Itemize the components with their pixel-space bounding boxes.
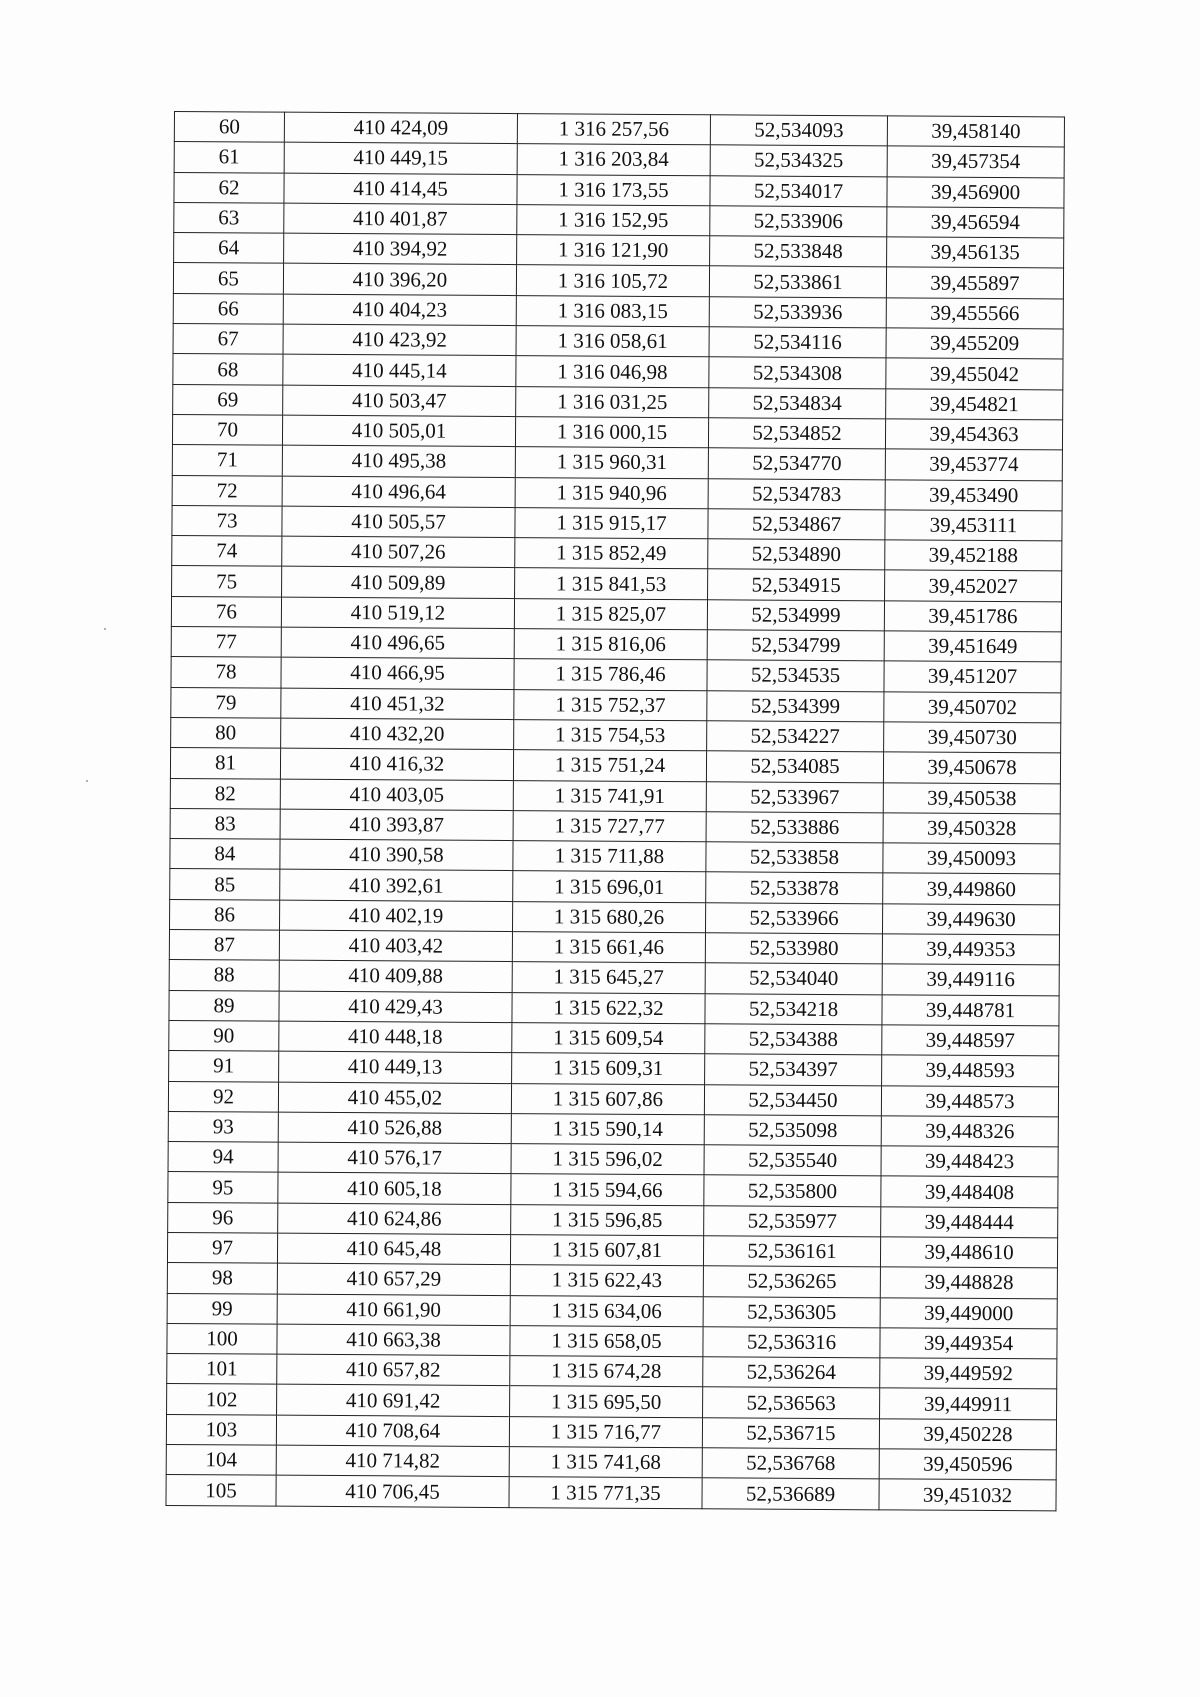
longitude-cell: 39,458140 [887,116,1064,147]
point-number-cell: 72 [172,475,282,506]
x-coordinate-cell: 410 496,65 [281,627,514,659]
latitude-cell: 52,536715 [702,1418,879,1449]
latitude-cell: 52,534093 [710,115,887,146]
x-coordinate-cell: 410 416,32 [280,748,513,780]
point-number-cell: 103 [166,1414,276,1445]
point-number-cell: 62 [174,172,284,203]
x-coordinate-cell: 410 448,18 [279,1021,512,1053]
x-coordinate-cell: 410 392,61 [280,870,513,902]
y-coordinate-cell: 1 315 607,81 [510,1235,703,1266]
point-number-cell: 101 [167,1354,277,1385]
longitude-cell: 39,456135 [887,237,1064,268]
y-coordinate-cell: 1 315 940,96 [515,477,708,508]
latitude-cell: 52,533906 [710,206,887,237]
longitude-cell: 39,453111 [885,510,1062,541]
x-coordinate-cell: 410 509,89 [282,567,515,599]
point-number-cell: 79 [171,687,281,718]
latitude-cell: 52,536689 [702,1478,879,1509]
longitude-cell: 39,449354 [880,1328,1057,1359]
y-coordinate-cell: 1 315 622,43 [510,1265,703,1296]
y-coordinate-cell: 1 316 121,90 [517,235,710,266]
longitude-cell: 39,455042 [886,358,1063,389]
point-number-cell: 91 [169,1051,279,1082]
point-number-cell: 94 [168,1142,278,1173]
x-coordinate-cell: 410 455,02 [278,1082,511,1114]
longitude-cell: 39,449353 [882,934,1059,965]
point-number-cell: 74 [172,536,282,567]
y-coordinate-cell: 1 315 816,06 [514,629,707,660]
longitude-cell: 39,451032 [879,1479,1056,1510]
x-coordinate-cell: 410 414,45 [284,173,517,205]
latitude-cell: 52,535098 [704,1115,881,1146]
y-coordinate-cell: 1 315 661,46 [512,932,705,963]
point-number-cell: 64 [174,233,284,264]
y-coordinate-cell: 1 315 751,24 [513,750,706,781]
y-coordinate-cell: 1 315 674,28 [510,1356,703,1387]
latitude-cell: 52,533966 [705,902,882,933]
y-coordinate-cell: 1 315 594,66 [511,1174,704,1205]
longitude-cell: 39,454363 [885,419,1062,450]
point-number-cell: 105 [166,1475,276,1506]
latitude-cell: 52,534399 [707,690,884,721]
longitude-cell: 39,448593 [882,1055,1059,1086]
x-coordinate-cell: 410 423,92 [283,324,516,356]
longitude-cell: 39,448597 [882,1025,1059,1056]
x-coordinate-cell: 410 449,15 [284,142,517,174]
y-coordinate-cell: 1 316 083,15 [516,295,709,326]
x-coordinate-cell: 410 519,12 [281,597,514,629]
coordinates-table [165,111,1065,1511]
y-coordinate-cell: 1 316 152,95 [517,204,710,235]
y-coordinate-cell: 1 315 634,06 [510,1295,703,1326]
x-coordinate-cell: 410 661,90 [277,1294,510,1326]
y-coordinate-cell: 1 315 609,31 [512,1053,705,1084]
point-number-cell: 84 [170,839,280,870]
longitude-cell: 39,451207 [884,661,1061,692]
point-number-cell: 100 [167,1323,277,1354]
latitude-cell: 52,533886 [706,812,883,843]
longitude-cell: 39,450730 [884,722,1061,753]
x-coordinate-cell: 410 495,38 [282,445,515,477]
x-coordinate-cell: 410 576,17 [278,1142,511,1174]
y-coordinate-cell: 1 315 786,46 [514,659,707,690]
latitude-cell: 52,534397 [705,1054,882,1085]
latitude-cell: 52,534834 [709,387,886,418]
latitude-cell: 52,534040 [705,963,882,994]
point-number-cell: 96 [168,1202,278,1233]
y-coordinate-cell: 1 315 754,53 [514,720,707,751]
scan-speck [104,628,106,630]
y-coordinate-cell: 1 315 645,27 [512,962,705,993]
point-number-cell: 92 [168,1081,278,1112]
longitude-cell: 39,453490 [885,479,1062,510]
longitude-cell: 39,448781 [882,994,1059,1025]
latitude-cell: 52,534116 [709,327,886,358]
point-number-cell: 61 [174,142,284,173]
point-number-cell: 73 [172,505,282,536]
y-coordinate-cell: 1 315 852,49 [515,538,708,569]
x-coordinate-cell: 410 404,23 [283,294,516,326]
x-coordinate-cell: 410 505,57 [282,506,515,538]
longitude-cell: 39,452188 [885,540,1062,571]
latitude-cell: 52,534227 [707,721,884,752]
y-coordinate-cell: 1 316 000,15 [515,417,708,448]
longitude-cell: 39,452027 [885,570,1062,601]
longitude-cell: 39,449592 [880,1358,1057,1389]
point-number-cell: 76 [171,596,281,627]
y-coordinate-cell: 1 316 058,61 [516,326,709,357]
point-number-cell: 88 [169,960,279,991]
longitude-cell: 39,450538 [883,782,1060,813]
y-coordinate-cell: 1 315 680,26 [512,901,705,932]
longitude-cell: 39,448326 [881,1116,1058,1147]
longitude-cell: 39,456900 [887,176,1064,207]
latitude-cell: 52,536265 [703,1266,880,1297]
latitude-cell: 52,533861 [709,266,886,297]
x-coordinate-cell: 410 403,42 [279,930,512,962]
x-coordinate-cell: 410 401,87 [284,203,517,235]
coordinates-table-body [166,112,1064,1511]
x-coordinate-cell: 410 393,87 [280,809,513,841]
x-coordinate-cell: 410 424,09 [284,112,517,144]
point-number-cell: 60 [174,112,284,143]
y-coordinate-cell: 1 315 596,02 [511,1144,704,1175]
point-number-cell: 87 [169,930,279,961]
x-coordinate-cell: 410 714,82 [276,1445,509,1477]
x-coordinate-cell: 410 624,86 [278,1203,511,1235]
longitude-cell: 39,449000 [880,1297,1057,1328]
point-number-cell: 99 [167,1293,277,1324]
x-coordinate-cell: 410 402,19 [279,900,512,932]
y-coordinate-cell: 1 315 741,91 [513,780,706,811]
point-number-cell: 104 [166,1445,276,1476]
point-number-cell: 70 [172,414,282,445]
latitude-cell: 52,536305 [703,1296,880,1327]
longitude-cell: 39,450328 [883,813,1060,844]
x-coordinate-cell: 410 657,82 [277,1354,510,1386]
longitude-cell: 39,449116 [882,964,1059,995]
y-coordinate-cell: 1 315 607,86 [511,1083,704,1114]
latitude-cell: 52,535977 [704,1205,881,1236]
x-coordinate-cell: 410 526,88 [278,1112,511,1144]
x-coordinate-cell: 410 706,45 [276,1476,509,1508]
longitude-cell: 39,448423 [881,1146,1058,1177]
point-number-cell: 97 [167,1232,277,1263]
latitude-cell: 52,534852 [708,418,885,449]
longitude-cell: 39,448444 [881,1207,1058,1238]
y-coordinate-cell: 1 315 727,77 [513,810,706,841]
y-coordinate-cell: 1 316 203,84 [517,144,710,175]
y-coordinate-cell: 1 315 825,07 [514,598,707,629]
latitude-cell: 52,534535 [707,660,884,691]
longitude-cell: 39,453774 [885,449,1062,480]
y-coordinate-cell: 1 315 711,88 [513,841,706,872]
x-coordinate-cell: 410 657,29 [277,1263,510,1295]
point-number-cell: 82 [170,778,280,809]
longitude-cell: 39,450228 [879,1419,1056,1450]
latitude-cell: 52,534218 [705,993,882,1024]
longitude-cell: 39,448610 [880,1237,1057,1268]
point-number-cell: 93 [168,1111,278,1142]
y-coordinate-cell: 1 316 105,72 [516,265,709,296]
x-coordinate-cell: 410 505,01 [282,415,515,447]
y-coordinate-cell: 1 315 771,35 [509,1477,702,1508]
y-coordinate-cell: 1 315 841,53 [515,568,708,599]
x-coordinate-cell: 410 451,32 [281,688,514,720]
point-number-cell: 81 [170,748,280,779]
point-number-cell: 102 [167,1384,277,1415]
latitude-cell: 52,536264 [703,1357,880,1388]
latitude-cell: 52,534890 [708,539,885,570]
latitude-cell: 52,536161 [703,1236,880,1267]
x-coordinate-cell: 410 390,58 [280,839,513,871]
latitude-cell: 52,534999 [707,600,884,631]
y-coordinate-cell: 1 315 695,50 [510,1386,703,1417]
x-coordinate-cell: 410 429,43 [279,991,512,1023]
x-coordinate-cell: 410 432,20 [281,718,514,750]
x-coordinate-cell: 410 496,64 [282,476,515,508]
y-coordinate-cell: 1 315 596,85 [511,1204,704,1235]
point-number-cell: 65 [173,263,283,294]
longitude-cell: 39,450702 [884,691,1061,722]
x-coordinate-cell: 410 449,13 [279,1051,512,1083]
x-coordinate-cell: 410 605,18 [278,1173,511,1205]
longitude-cell: 39,449860 [883,873,1060,904]
y-coordinate-cell: 1 315 915,17 [515,507,708,538]
y-coordinate-cell: 1 315 752,37 [514,689,707,720]
latitude-cell: 52,534450 [704,1084,881,1115]
longitude-cell: 39,451786 [884,601,1061,632]
latitude-cell: 52,534017 [710,175,887,206]
longitude-cell: 39,450093 [883,843,1060,874]
y-coordinate-cell: 1 315 741,68 [509,1447,702,1478]
latitude-cell: 52,535800 [704,1175,881,1206]
point-number-cell: 63 [174,202,284,233]
x-coordinate-cell: 410 396,20 [283,264,516,296]
point-number-cell: 71 [172,445,282,476]
longitude-cell: 39,448573 [881,1085,1058,1116]
longitude-cell: 39,454821 [886,389,1063,420]
latitude-cell: 52,534308 [709,357,886,388]
longitude-cell: 39,455209 [886,328,1063,359]
x-coordinate-cell: 410 708,64 [276,1415,509,1447]
latitude-cell: 52,534388 [705,1024,882,1055]
y-coordinate-cell: 1 315 696,01 [513,871,706,902]
longitude-cell: 39,455566 [886,298,1063,329]
y-coordinate-cell: 1 315 590,14 [511,1113,704,1144]
y-coordinate-cell: 1 315 658,05 [510,1325,703,1356]
x-coordinate-cell: 410 394,92 [284,233,517,265]
point-number-cell: 66 [173,293,283,324]
longitude-cell: 39,456594 [887,207,1064,238]
scan-speck [86,780,88,782]
latitude-cell: 52,534783 [708,478,885,509]
point-number-cell: 68 [173,354,283,385]
latitude-cell: 52,533848 [710,236,887,267]
table-row [166,1475,1056,1511]
latitude-cell: 52,536316 [703,1327,880,1358]
x-coordinate-cell: 410 409,88 [279,960,512,992]
longitude-cell: 39,457354 [887,146,1064,177]
latitude-cell: 52,536768 [702,1448,879,1479]
point-number-cell: 77 [171,627,281,658]
point-number-cell: 90 [169,1020,279,1051]
latitude-cell: 52,536563 [703,1387,880,1418]
latitude-cell: 52,534770 [708,448,885,479]
point-number-cell: 83 [170,808,280,839]
latitude-cell: 52,534799 [707,630,884,661]
point-number-cell: 80 [171,717,281,748]
longitude-cell: 39,448408 [881,1176,1058,1207]
latitude-cell: 52,534325 [710,145,887,176]
y-coordinate-cell: 1 316 031,25 [516,386,709,417]
longitude-cell: 39,449630 [882,904,1059,935]
latitude-cell: 52,534085 [706,751,883,782]
x-coordinate-cell: 410 403,05 [280,779,513,811]
point-number-cell: 89 [169,990,279,1021]
latitude-cell: 52,533936 [709,297,886,328]
point-number-cell: 95 [168,1172,278,1203]
x-coordinate-cell: 410 507,26 [282,536,515,568]
x-coordinate-cell: 410 466,95 [281,658,514,690]
x-coordinate-cell: 410 691,42 [277,1385,510,1417]
longitude-cell: 39,455897 [886,267,1063,298]
y-coordinate-cell: 1 315 622,32 [512,992,705,1023]
point-number-cell: 85 [170,869,280,900]
latitude-cell: 52,533858 [706,842,883,873]
longitude-cell: 39,449911 [880,1388,1057,1419]
latitude-cell: 52,533967 [706,781,883,812]
y-coordinate-cell: 1 315 716,77 [509,1416,702,1447]
point-number-cell: 86 [170,899,280,930]
longitude-cell: 39,451649 [884,631,1061,662]
longitude-cell: 39,450596 [879,1449,1056,1480]
y-coordinate-cell: 1 315 960,31 [515,447,708,478]
latitude-cell: 52,533878 [706,872,883,903]
x-coordinate-cell: 410 445,14 [283,355,516,387]
point-number-cell: 67 [173,324,283,355]
point-number-cell: 78 [171,657,281,688]
latitude-cell: 52,535540 [704,1145,881,1176]
x-coordinate-cell: 410 503,47 [283,385,516,417]
point-number-cell: 98 [167,1263,277,1294]
y-coordinate-cell: 1 315 609,54 [512,1022,705,1053]
point-number-cell: 75 [172,566,282,597]
x-coordinate-cell: 410 645,48 [277,1233,510,1265]
latitude-cell: 52,533980 [705,933,882,964]
y-coordinate-cell: 1 316 257,56 [517,114,710,145]
latitude-cell: 52,534867 [708,509,885,540]
longitude-cell: 39,450678 [883,752,1060,783]
point-number-cell: 69 [173,384,283,415]
y-coordinate-cell: 1 316 046,98 [516,356,709,387]
latitude-cell: 52,534915 [708,569,885,600]
x-coordinate-cell: 410 663,38 [277,1324,510,1356]
y-coordinate-cell: 1 316 173,55 [517,174,710,205]
longitude-cell: 39,448828 [880,1267,1057,1298]
